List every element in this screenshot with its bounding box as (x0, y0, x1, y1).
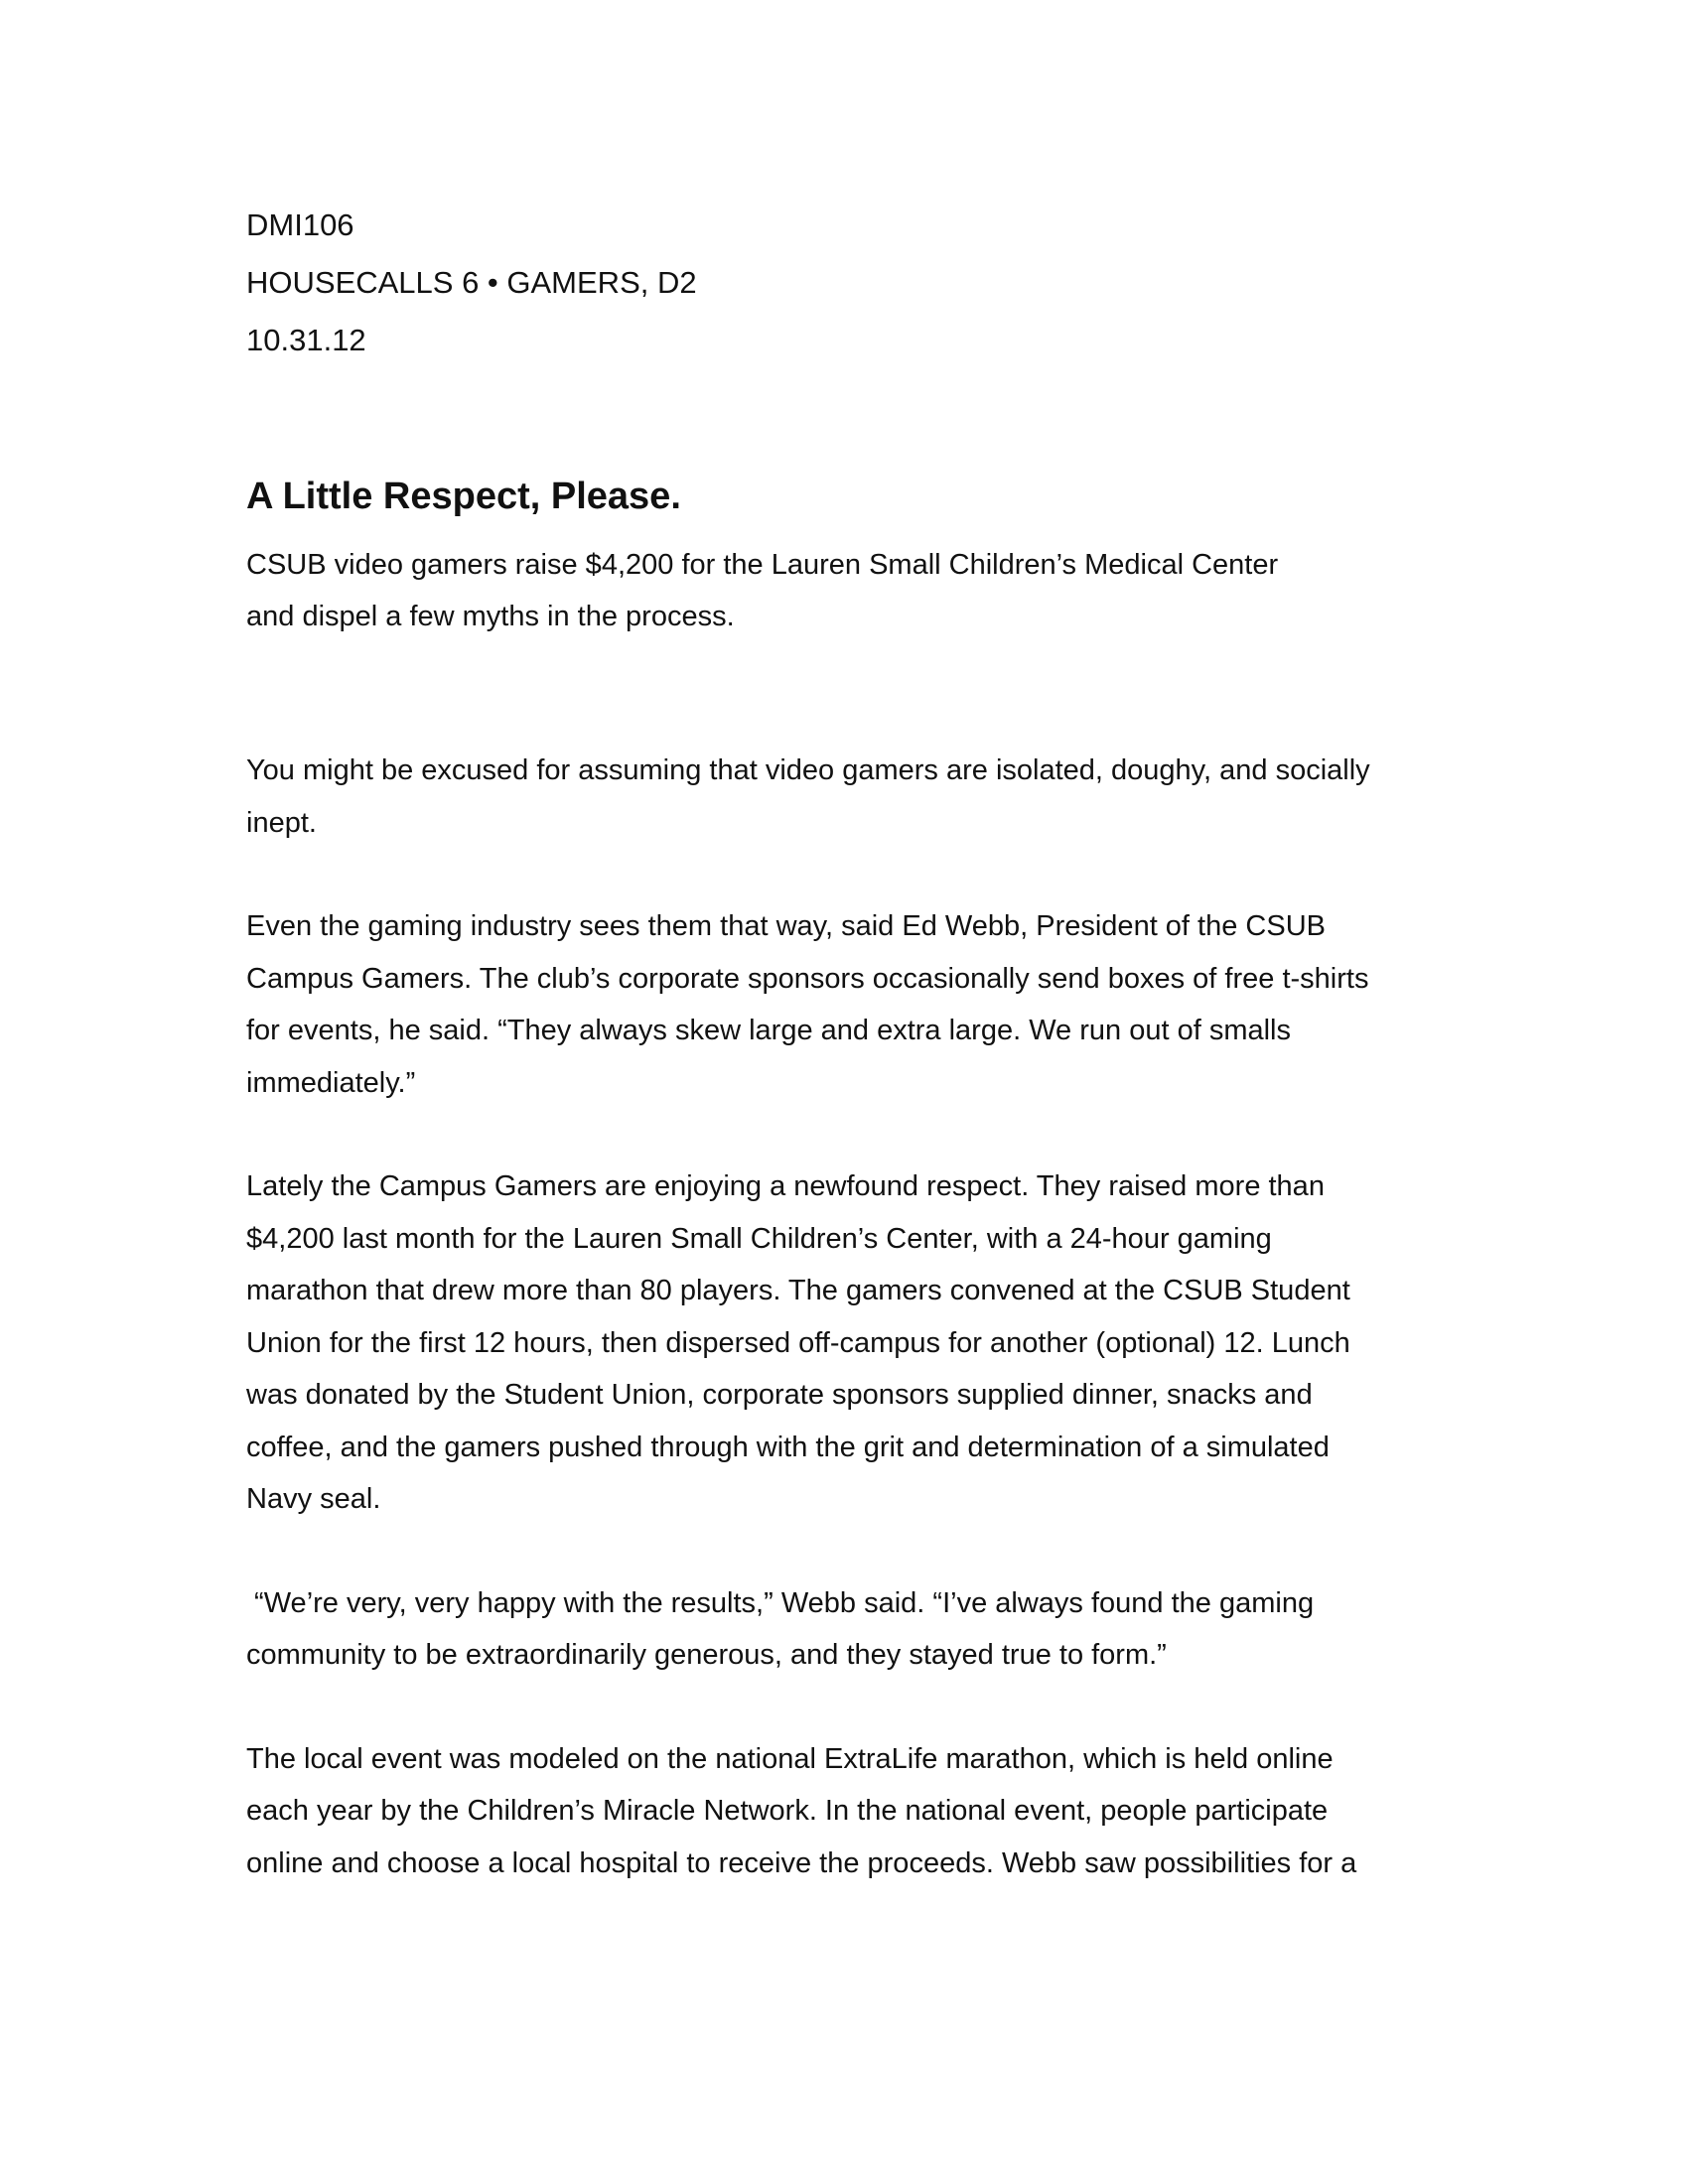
paragraph-line: The local event was modeled on the national ExtraLife marathon, which is held online (246, 1742, 1334, 1775)
paragraph-line: Campus Gamers. The club’s corporate sponsors occasionally send boxes of free t-shirts (246, 962, 1369, 995)
paragraph-line: Union for the first 12 hours, then dispersed off-campus for another (optional) 12. Lunch (246, 1326, 1350, 1359)
paragraph-line: immediately.” (246, 1066, 416, 1099)
paragraph-line: Even the gaming industry sees them that way, said Ed Webb, President of the CSUB (246, 910, 1326, 942)
paragraph-4 (246, 1577, 1487, 1682)
deck-line: CSUB video gamers raise $4,200 for the Lauren Small Children’s Medical Center (246, 549, 1279, 581)
article-body (246, 745, 1487, 1941)
section-slug: HOUSECALLS 6 • GAMERS, D2 (246, 265, 697, 300)
article-headline: A Little Respect, Please. (246, 476, 681, 517)
document-code: DMI106 (246, 207, 354, 242)
paragraph-2 (246, 900, 1487, 1109)
paragraph-line: inept. (246, 806, 317, 839)
paragraph-line: coffee, and the gamers pushed through with the grit and determination of a simulated (246, 1431, 1330, 1463)
paragraph-line: Navy seal. (246, 1483, 381, 1515)
article-deck (246, 539, 1458, 642)
paragraph-line: You might be excused for assuming that video gamers are isolated, doughy, and socially (246, 754, 1370, 786)
paragraph-line: Lately the Campus Gamers are enjoying a newfound respect. They raised more than (246, 1170, 1325, 1202)
slug-header (246, 197, 1438, 369)
paragraph-line: $4,200 last month for the Lauren Small Children’s Center, with a 24-hour gaming (246, 1222, 1272, 1255)
deck-line: and dispel a few myths in the process. (246, 601, 735, 632)
paragraph-3 (246, 1160, 1487, 1526)
paragraph-line: community to be extraordinarily generous, and they stayed true to form.” (246, 1639, 1167, 1671)
paragraph-5 (246, 1733, 1487, 1890)
document-date: 10.31.12 (246, 323, 366, 357)
paragraph-line: online and choose a local hospital to receive the proceeds. Webb saw possibilities for a (246, 1846, 1357, 1879)
paragraph-line: was donated by the Student Union, corporate sponsors supplied dinner, snacks and (246, 1379, 1313, 1411)
paragraph-line: each year by the Children’s Miracle Network. In the national event, people participate (246, 1795, 1329, 1827)
paragraph-line: “We’re very, very happy with the results,” Webb said. “I’ve always found the gaming (246, 1586, 1315, 1619)
paragraph-1 (246, 745, 1487, 849)
paragraph-line: for events, he said. “They always skew large and extra large. We run out of smalls (246, 1015, 1292, 1046)
paragraph-line: marathon that drew more than 80 players. The gamers convened at the CSUB Student (246, 1275, 1350, 1306)
